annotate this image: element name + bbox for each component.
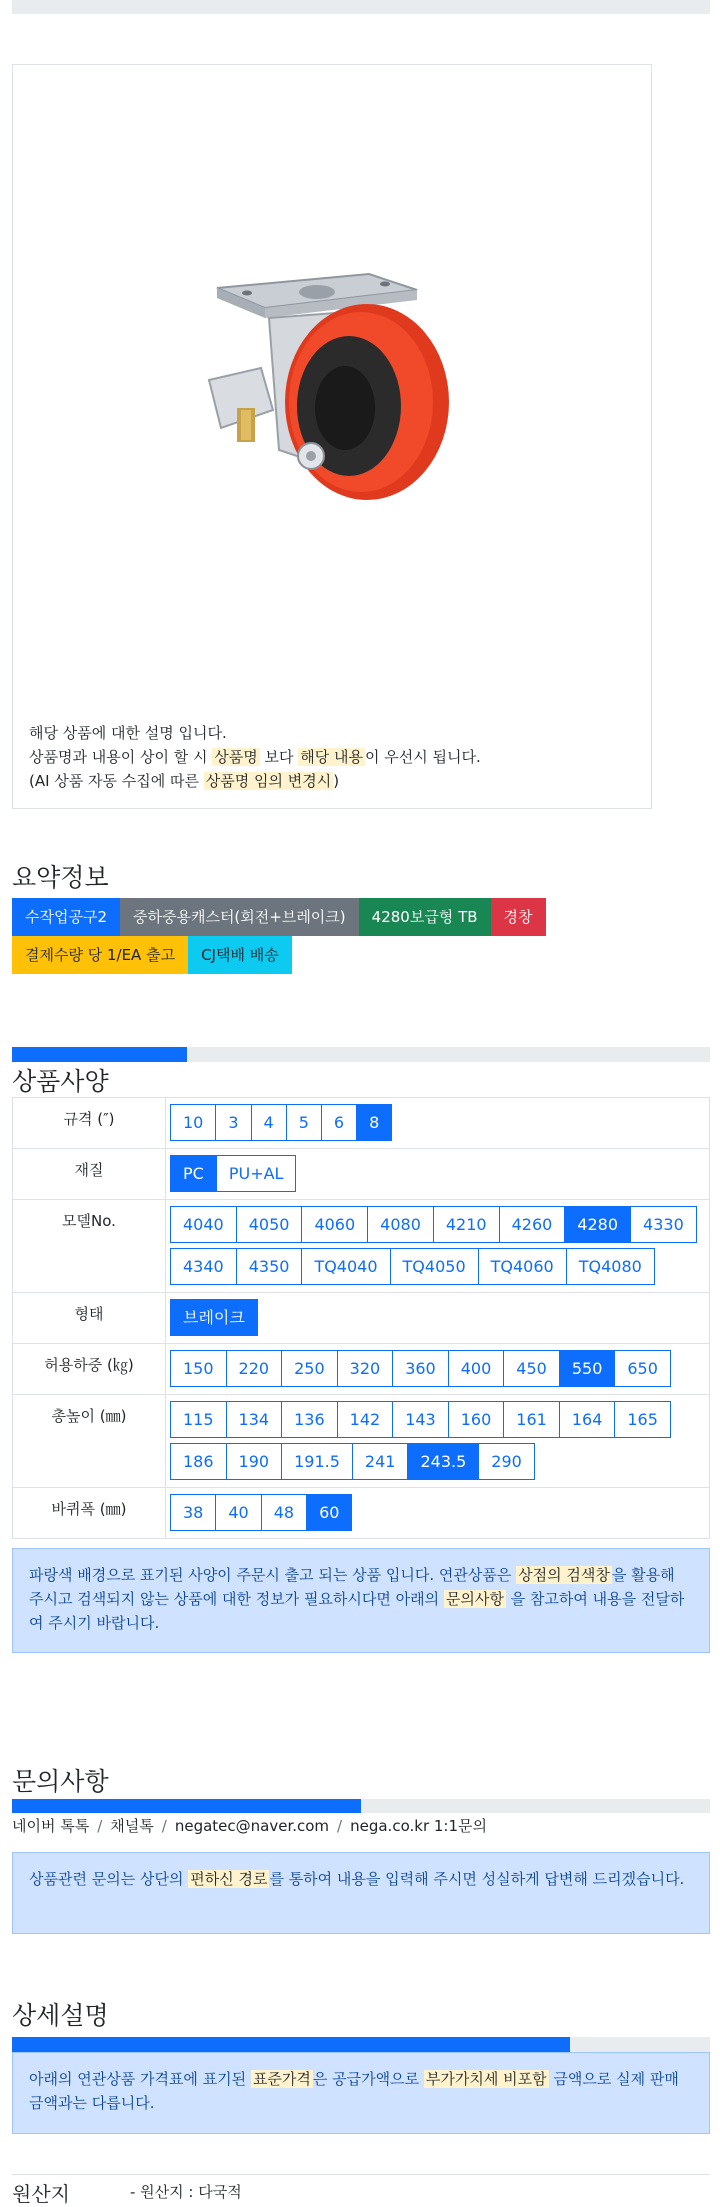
spec-label: 형태 [12, 1293, 166, 1343]
spec-option-button[interactable]: 60 [306, 1494, 352, 1531]
option-button-group [170, 1443, 705, 1480]
spec-label: 재질 [12, 1149, 166, 1199]
highlight-search-box: 상점의 검색창 [518, 1566, 610, 1584]
spec-option-button[interactable]: 4050 [236, 1206, 303, 1243]
highlight-standard-price: 표준가격 [252, 2070, 311, 2088]
price-notice: 아래의 연관상품 가격표에 표기된 표준가격 은 공급가액으로 부가가치세 비포함 금액으로 실제 판매금액과는 다릅니다. [12, 2052, 710, 2134]
spec-option-button[interactable]: 134 [226, 1401, 283, 1438]
spec-option-button[interactable]: 3 [215, 1104, 251, 1141]
spec-option-button[interactable]: TQ4050 [390, 1248, 479, 1285]
option-button-group [170, 1104, 705, 1141]
inquiry-links: 네이버 톡톡 / 채널톡 / negatec@naver.com / nega.co.kr 1:1문의 [12, 1817, 487, 1835]
spec-option-button[interactable]: 241 [352, 1443, 409, 1480]
highlight-content: 해당 내용 [300, 748, 363, 766]
badge-courier: CJ택배 배송 [188, 936, 292, 974]
product-description [29, 721, 481, 793]
highlight-rename: 상품명 임의 변경시 [205, 772, 332, 790]
spec-option-button[interactable]: 4330 [630, 1206, 697, 1243]
spec-row [12, 1344, 710, 1395]
spec-option-button[interactable]: 4 [251, 1104, 287, 1141]
spec-option-button[interactable]: 450 [503, 1350, 560, 1387]
spec-options [166, 1149, 710, 1199]
spec-options [166, 1395, 710, 1487]
spec-notice: 파랑색 배경으로 표기된 사양이 주문시 출고 되는 상품 입니다. 연관상품은 상점의 검색창 을 활용해 주시고 검색되지 않는 상품에 대한 정보가 필요하시다면 아래의 문의사항 을 참고하여 내용을 전달하여 주시기 바랍니다. [12, 1548, 710, 1653]
spec-option-button[interactable]: 290 [478, 1443, 535, 1480]
spec-option-button[interactable]: 143 [392, 1401, 449, 1438]
spec-options [166, 1344, 710, 1394]
spec-option-button[interactable]: 550 [559, 1350, 616, 1387]
spec-option-button[interactable]: 6 [321, 1104, 357, 1141]
inquiry-progress-fill [12, 1799, 361, 1813]
highlight-vat-excluded: 부가가치세 비포함 [425, 2070, 547, 2088]
link-email[interactable]: negatec@naver.com [174, 1817, 330, 1835]
spec-label: 모델No. [12, 1200, 166, 1292]
spec-row [12, 1395, 710, 1488]
spec-table [12, 1097, 710, 1539]
spec-option-button[interactable]: 4210 [433, 1206, 500, 1243]
spec-option-button[interactable]: 220 [226, 1350, 283, 1387]
spec-option-button[interactable]: 4260 [499, 1206, 566, 1243]
spec-label: 허용하중 (㎏) [12, 1344, 166, 1394]
summary-badges-row-1 [12, 898, 546, 936]
origin-divider [12, 2174, 710, 2175]
origin-label: 원산지 [12, 2182, 70, 2206]
spec-option-button[interactable]: 4060 [301, 1206, 368, 1243]
detail-progress-fill [12, 2037, 570, 2052]
spec-option-button[interactable]: 38 [170, 1494, 216, 1531]
option-button-group [170, 1206, 705, 1243]
option-button-group [170, 1350, 705, 1387]
spec-option-button[interactable]: 48 [261, 1494, 307, 1531]
spec-option-button[interactable]: 4340 [170, 1248, 237, 1285]
origin-value: - 원산지 : 다국적 [130, 2183, 242, 2201]
inquiry-progress-bar [12, 1799, 710, 1813]
option-button-group [170, 1401, 705, 1438]
summary-badges-row-2 [12, 936, 292, 974]
spec-option-button[interactable]: 8 [356, 1104, 392, 1141]
spec-option-button[interactable]: 165 [614, 1401, 671, 1438]
option-button-group [170, 1494, 705, 1531]
option-button-group [170, 1155, 705, 1192]
link-channel-talk[interactable]: 채널톡 [110, 1817, 154, 1835]
spec-option-button[interactable]: PU+AL [216, 1155, 297, 1192]
spec-option-button[interactable]: 186 [170, 1443, 227, 1480]
spec-option-button[interactable]: 243.5 [407, 1443, 479, 1480]
spec-option-button[interactable]: 4280 [564, 1206, 631, 1243]
spec-label: 바퀴폭 (㎜) [12, 1488, 166, 1538]
spec-option-button[interactable]: 5 [286, 1104, 322, 1141]
spec-option-button[interactable]: 191.5 [281, 1443, 353, 1480]
spec-row [12, 1488, 710, 1539]
spec-options [166, 1098, 710, 1148]
spec-option-button[interactable]: 400 [448, 1350, 505, 1387]
spec-options [166, 1293, 710, 1343]
spec-option-button[interactable]: 4350 [236, 1248, 303, 1285]
badge-category: 수작업공구2 [12, 898, 120, 936]
detail-title: 상세설명 [12, 2001, 109, 2030]
spec-row [12, 1200, 710, 1293]
spec-row [12, 1149, 710, 1200]
spec-option-button[interactable]: TQ4060 [478, 1248, 567, 1285]
product-image-card [12, 64, 652, 809]
badge-brand: 경창 [491, 898, 546, 936]
spec-option-button[interactable]: 10 [170, 1104, 216, 1141]
spec-progress-fill [12, 1047, 187, 1062]
spec-option-button[interactable]: TQ4040 [301, 1248, 390, 1285]
spec-option-button[interactable]: PC [170, 1155, 217, 1192]
highlight-inquiry: 문의사항 [445, 1590, 504, 1608]
spec-option-button[interactable]: 360 [392, 1350, 449, 1387]
spec-option-button[interactable]: 190 [226, 1443, 283, 1480]
spec-progress-bar [12, 1047, 710, 1062]
spec-option-button[interactable]: 142 [337, 1401, 394, 1438]
spec-option-button[interactable]: 115 [170, 1401, 227, 1438]
spec-title: 상품사양 [12, 1067, 109, 1096]
badge-model: 4280보급형 TB [359, 898, 491, 936]
link-site-inquiry[interactable]: nega.co.kr 1:1문의 [350, 1817, 487, 1835]
summary-title: 요약정보 [12, 863, 109, 892]
inquiry-title: 문의사항 [12, 1767, 109, 1796]
spec-option-button[interactable]: 320 [337, 1350, 394, 1387]
spec-option-button[interactable]: 4080 [367, 1206, 434, 1243]
option-button-group [170, 1299, 705, 1336]
caster-wheel-image [199, 260, 459, 540]
spec-option-button[interactable]: 161 [503, 1401, 560, 1438]
spec-option-button[interactable]: 164 [559, 1401, 616, 1438]
spec-option-button[interactable]: 250 [281, 1350, 338, 1387]
spec-option-button[interactable]: TQ4080 [566, 1248, 655, 1285]
desc-line-2: 상품명과 내용이 상이 할 시 상품명 보다 해당 내용 이 우선시 됩니다. [29, 748, 481, 766]
spec-option-button[interactable]: 브레이크 [170, 1299, 258, 1336]
spec-label: 규격 (″) [12, 1098, 166, 1148]
detail-progress-bar [12, 2037, 710, 2052]
option-button-group [170, 1248, 705, 1285]
spec-row [12, 1293, 710, 1344]
spec-options [166, 1200, 710, 1292]
spec-row [12, 1098, 710, 1149]
desc-line-3: (AI 상품 자동 수집에 따른 상품명 임의 변경시 ) [29, 772, 340, 790]
badge-shipping-qty: 결제수량 당 1/EA 출고 [12, 936, 188, 974]
inquiry-notice: 상품관련 문의는 상단의 편하신 경로 를 통하여 내용을 입력해 주시면 성실하게 답변해 드리겠습니다. [12, 1852, 710, 1934]
spec-label: 총높이 (㎜) [12, 1395, 166, 1487]
highlight-channel: 편하신 경로 [190, 1870, 268, 1888]
spec-options [166, 1488, 710, 1538]
badge-product-type: 중하중용캐스터(회전+브레이크) [120, 898, 359, 936]
top-bar [12, 0, 710, 14]
highlight-product-name: 상품명 [214, 748, 258, 766]
spec-option-button[interactable]: 650 [614, 1350, 671, 1387]
desc-line-1: 해당 상품에 대한 설명 입니다. [29, 724, 227, 742]
link-naver-talk[interactable]: 네이버 톡톡 [12, 1817, 90, 1835]
spec-option-button[interactable]: 136 [281, 1401, 338, 1438]
spec-option-button[interactable]: 150 [170, 1350, 227, 1387]
spec-option-button[interactable]: 40 [215, 1494, 261, 1531]
spec-option-button[interactable]: 4040 [170, 1206, 237, 1243]
spec-option-button[interactable]: 160 [448, 1401, 505, 1438]
